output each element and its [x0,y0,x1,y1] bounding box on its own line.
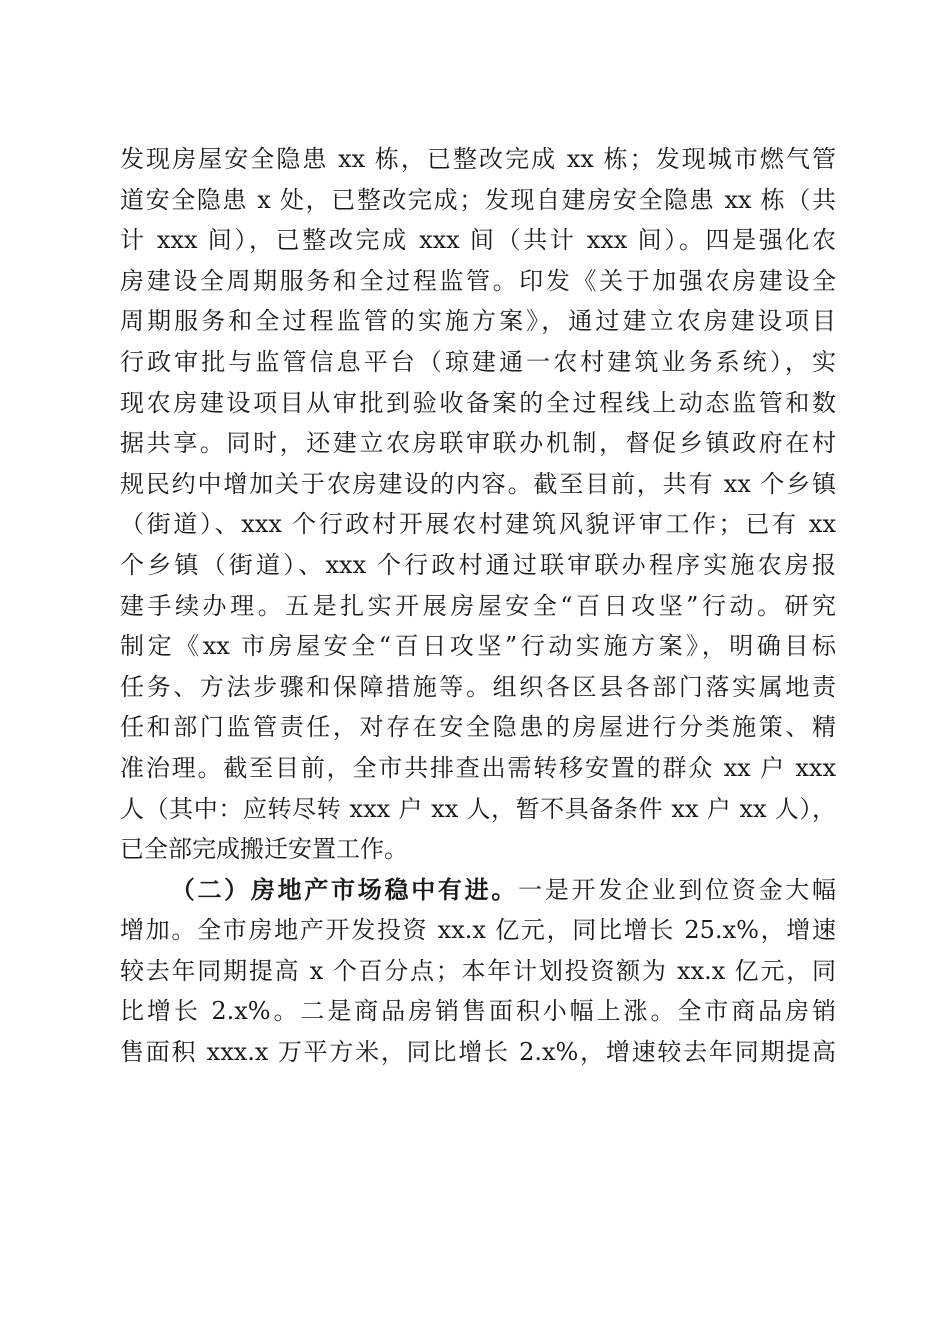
text-line: 发现房屋安全隐患 xx 栋，已整改完成 xx 栋；发现城市燃气管 [120,145,836,173]
text-line: 个乡镇（街道）、xxx 个行政村通过联审联办程序实施农房报 [120,550,836,579]
text-line: 行政审批与监管信息平台（琼建通一农村建筑业务系统），实 [120,347,836,376]
text-line: 比增长 2.x%。二是商品房销售面积小幅上涨。全市商品房销 [120,997,836,1026]
section-heading-line [120,870,836,911]
text-line: 任务、方法步骤和保障措施等。组织各区县各部门落实属地责 [120,672,836,701]
text-line: 据共享。同时，还建立农房联审联办机制，督促乡镇政府在村 [120,429,836,458]
text-line: 准治理。截至目前，全市共排查出需转移安置的群众 xx 户 xxx [120,753,836,782]
section-heading: （二）房地产市场稳中有进。 [168,874,519,904]
text-line: 任和部门监管责任，对存在安全隐患的房屋进行分类施策、精 [120,713,836,742]
text-line: 周期服务和全过程监管的实施方案》，通过建立农房建设项目 [120,307,836,336]
text-line: 现农房建设项目从审批到验收备案的全过程线上动态监管和数 [120,388,836,417]
text-span: 一是开发企业到位资金大幅 [518,875,837,904]
text-line: （街道）、xxx 个行政村开展农村建筑风貌评审工作；已有 xx [120,510,836,539]
text-line: 增加。全市房地产开发投资 xx.x 亿元，同比增长 25.x%，增速 [120,916,836,945]
text-line: 制定《xx 市房屋安全“百日攻坚”行动实施方案》，明确目标 [120,632,836,661]
text-line: 售面积 xxx.x 万平方米，同比增长 2.x%，增速较去年同期提高 [120,1038,836,1067]
text-line: 房建设全周期服务和全过程监管。印发《关于加强农房建设全 [120,266,836,295]
text-line: 已全部完成搬迁安置工作。 [120,835,408,864]
text-line: 较去年同期提高 x 个百分点；本年计划投资额为 xx.x 亿元，同 [120,956,836,985]
text-line: 建手续办理。五是扎实开展房屋安全“百日攻坚”行动。研究 [120,591,836,620]
text-line: 计 xxx 间），已整改完成 xxx 间（共计 xxx 间）。四是强化农 [120,226,836,255]
text-line: 人（其中：应转尽转 xxx 户 xx 人，暂不具备条件 xx 户 xx 人）， [120,794,836,823]
document-body [120,139,836,1073]
text-line: 规民约中增加关于农房建设的内容。截至目前，共有 xx 个乡镇 [120,469,836,498]
text-line: 道安全隐患 x 处，已整改完成；发现自建房安全隐患 xx 栋（共 [120,185,836,214]
